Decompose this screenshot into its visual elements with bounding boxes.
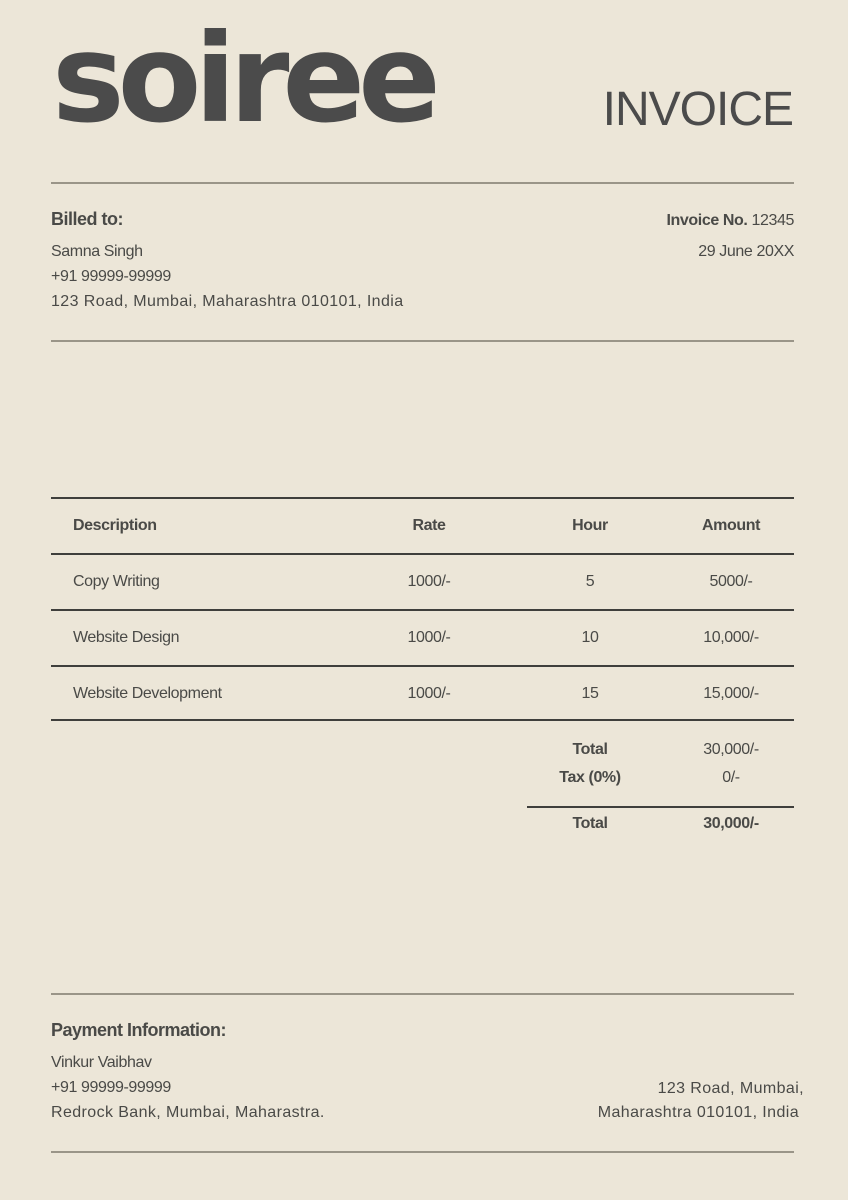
row-amount: 15,000/-: [703, 685, 759, 702]
payment-name: Vinkur Vaibhav: [51, 1054, 152, 1071]
table-row: [51, 553, 794, 609]
total-value: 30,000/-: [703, 815, 759, 832]
row-hour: 5: [585, 573, 595, 590]
payment-address-line2: Maharashtra 010101, India: [597, 1104, 799, 1121]
row-hour: 10: [581, 629, 599, 646]
billed-to-phone: +91 99999-99999: [51, 268, 171, 285]
document-title: INVOICE: [602, 83, 793, 136]
line-items-table: [51, 497, 794, 721]
row-description: Website Design: [73, 629, 180, 646]
billed-to-label: Billed to:: [51, 209, 123, 229]
header-amount: Amount: [701, 517, 761, 534]
header-rate: Rate: [412, 517, 446, 534]
subtotal-value: 30,000/-: [703, 741, 759, 758]
table-row: [51, 665, 794, 721]
table-header-row: [51, 497, 794, 553]
divider: [51, 1151, 794, 1153]
tax-value: 0/-: [722, 769, 740, 786]
payment-bank: Redrock Bank, Mumbai, Maharastra.: [51, 1104, 325, 1121]
divider: [51, 182, 794, 184]
row-amount: 10,000/-: [703, 629, 759, 646]
total-label: Total: [572, 815, 608, 832]
total-divider: [527, 806, 794, 808]
row-rate: 1000/-: [407, 685, 451, 702]
payment-phone: +91 99999-99999: [51, 1079, 171, 1096]
row-rate: 1000/-: [407, 629, 451, 646]
header-description: Description: [73, 517, 157, 534]
tax-label: Tax (0%): [559, 769, 621, 786]
invoice-number: 12345: [751, 212, 794, 229]
row-hour: 15: [581, 685, 599, 702]
row-description: Website Development: [73, 685, 222, 702]
invoice-number-label: Invoice No.: [666, 212, 748, 229]
payment-address-line1: 123 Road, Mumbai,: [657, 1080, 804, 1097]
invoice-date: 29 June 20XX: [698, 243, 794, 260]
billed-to-address: 123 Road, Mumbai, Maharashtra 010101, India: [51, 293, 404, 310]
invoice-number-line: [667, 212, 795, 230]
divider: [51, 340, 794, 342]
brand-logo: soiree: [52, 8, 434, 150]
divider: [51, 993, 794, 995]
header-hour: Hour: [572, 517, 608, 534]
row-description: Copy Writing: [73, 573, 160, 590]
row-rate: 1000/-: [407, 573, 451, 590]
payment-info-label: Payment Information:: [51, 1020, 227, 1040]
table-row: [51, 609, 794, 665]
subtotal-label: Total: [572, 741, 608, 758]
billed-to-name: Samna Singh: [51, 243, 143, 260]
row-amount: 5000/-: [709, 573, 753, 590]
